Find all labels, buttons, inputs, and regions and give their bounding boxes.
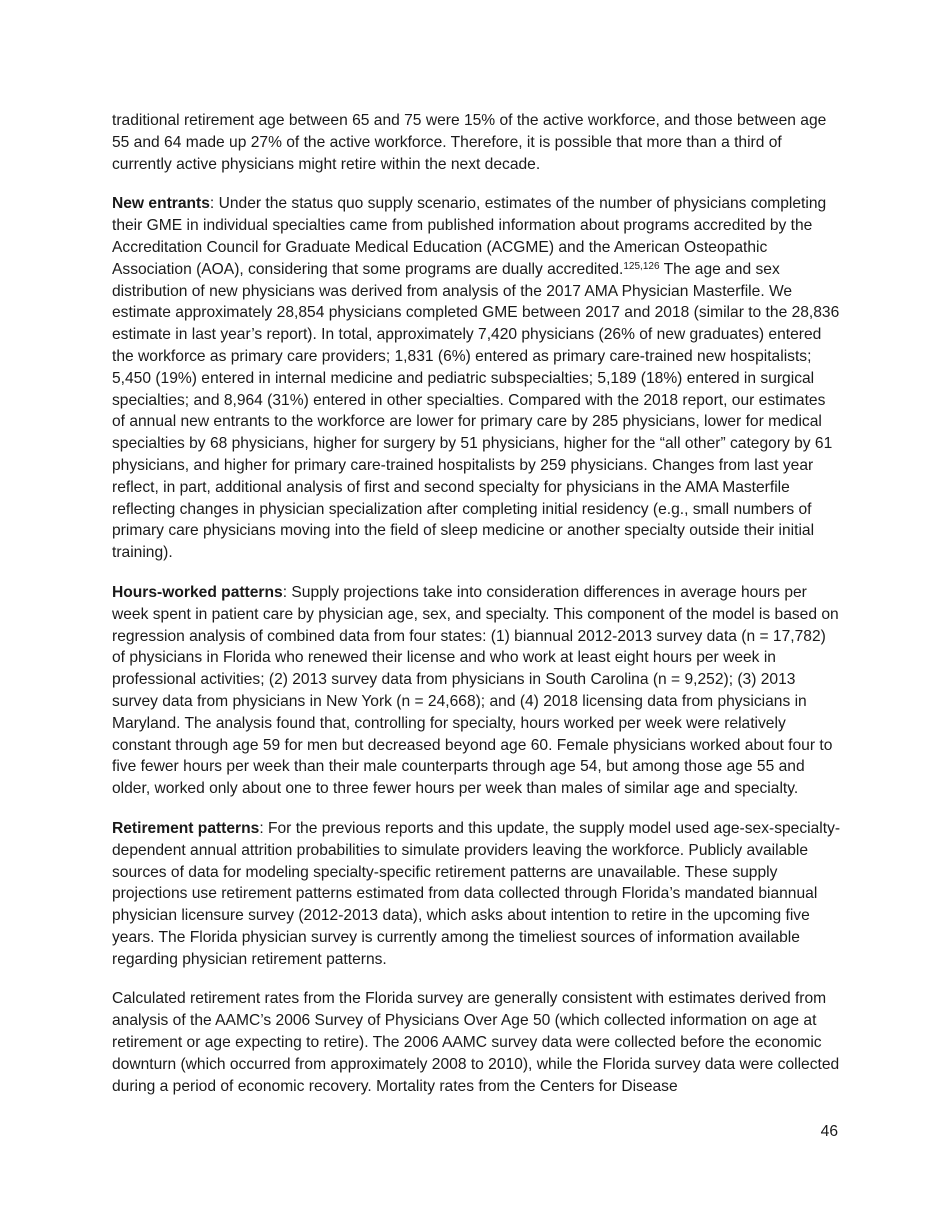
- citation-superscript: 125,126: [623, 260, 660, 272]
- paragraph-hours-worked: [112, 582, 842, 800]
- paragraph-heading-retirement-patterns: Retirement patterns: [112, 819, 260, 837]
- paragraph-text-continued: The age and sex distribution of new physicians was derived from analysis of the 2017 AMA Physician Masterfile. We estimate approximately 28,854 physicians completed GME between 2017 and 2018 (similar to the 28,836 estimate in last year’s report). In total, approximately 7,420 physicians (26% of new graduates) entered the workforce as primary care providers; 1,831 (6%) entered as primary care-trained new hospitalists; 5,450 (19%) entered in internal medicine and pediatric subspecialties; 5,189 (18%) entered in surgical specialties; and 8,964 (31%) entered in other specialties. Compared with the 2018 report, our estimates of annual new entrants to the workforce are lower for primary care by 285 physicians, lower for medical specialties by 68 physicians, higher for surgery by 51 physicians, higher for the “all other” category by 61 physicians, and higher for primary care-trained hospitalists by 259 physicians. Changes from last year reflect, in part, additional analysis of first and second specialty for physicians in the AMA Masterfile reflecting changes in physician specialization after completing initial residency (e.g., small numbers of primary care physicians moving into the field of sleep medicine or another specialty outside their initial training).: [112, 260, 840, 562]
- paragraph-text: : Under the status quo supply scenario, estimates of the number of physicians completing their GME in individual specialties came from published information about programs accredited by the Accreditation Council for Graduate Medical Education (ACGME) and the American Osteopathic Association (AOA), considering that some programs are dually accredited.: [112, 195, 827, 278]
- paragraph-new-entrants: [112, 193, 842, 564]
- paragraph-text: Calculated retirement rates from the Florida survey are generally consistent with estimates derived from analysis of the AAMC’s 2006 Survey of Physicians Over Age 50 (which collected information on age at retirement or age expecting to retire). The 2006 AAMC survey data were collected before the economic downturn (which occurred from approximately 2008 to 2010), while the Florida survey data were collected during a period of economic recovery. Mortality rates from the Centers for Disease: [112, 990, 840, 1095]
- paragraph-heading-new-entrants: New entrants: [112, 195, 210, 213]
- paragraph-text: : Supply projections take into consideration differences in average hours per week spent in patient care by physician age, sex, and specialty. This component of the model is based on regression analysis of combined data from four states: (1) biannual 2012-2013 survey data (n = 17,782) of physicians in Florida who renewed their license and who work at least eight hours per week in professional activities; (2) 2013 survey data from physicians in South Carolina (n = 9,252); (3) 2013 survey data from physicians in New York (n = 24,668); and (4) 2018 licensing data from physicians in Maryland. The analysis found that, controlling for specialty, hours worked per week were relatively constant through age 59 for men but decreased beyond age 60. Female physicians worked about four to five fewer hours per week than their male counterparts through age 54, but among those age 55 and older, worked only about one to three fewer hours per week than males of similar age and specialty.: [112, 583, 839, 798]
- document-body: [112, 110, 842, 1115]
- paragraph-retirement-patterns: [112, 818, 842, 971]
- paragraph-text: traditional retirement age between 65 and 75 were 15% of the active workforce, and those between age 55 and 64 made up 27% of the active workforce. Therefore, it is possible that more than a third of currently active physicians might retire within the next decade.: [112, 112, 827, 173]
- page-number: 46: [820, 1123, 838, 1140]
- paragraph-retirement-age: [112, 110, 842, 175]
- paragraph-heading-hours-worked: Hours-worked patterns: [112, 583, 283, 601]
- paragraph-text: : For the previous reports and this update, the supply model used age-sex-specialty-dependent annual attrition probabilities to simulate providers leaving the workforce. Publicly available sources of data for modeling specialty-specific retirement patterns are unavailable. These supply projections use retirement patterns estimated from data collected through Florida’s mandated biannual physician licensure survey (2012-2013 data), which asks about intention to retire in the upcoming five years. The Florida physician survey is currently among the timeliest sources of information available regarding physician retirement patterns.: [112, 819, 841, 968]
- paragraph-calculated-rates: [112, 988, 842, 1097]
